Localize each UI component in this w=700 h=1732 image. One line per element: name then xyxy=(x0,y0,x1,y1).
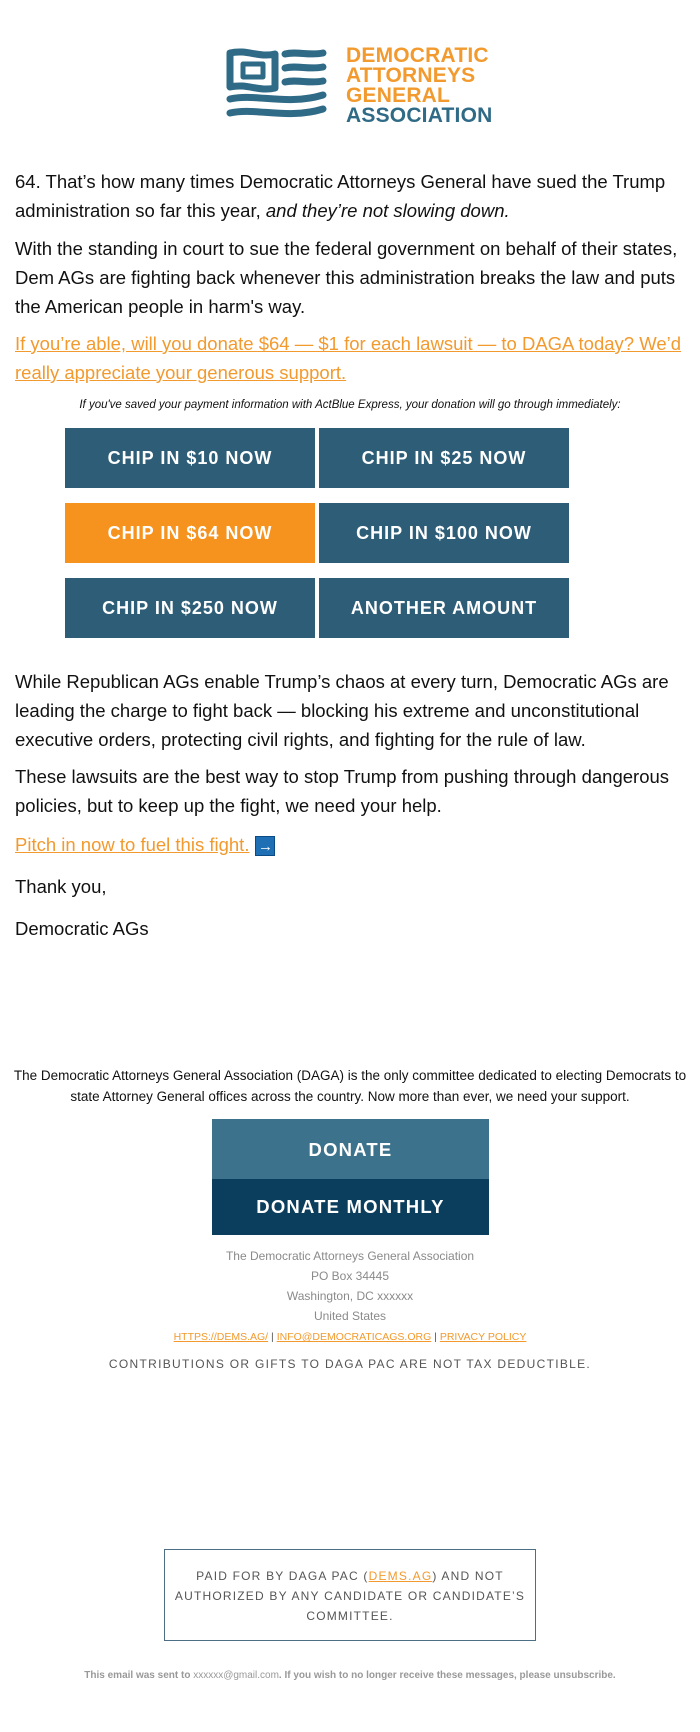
chip-in-250-button[interactable]: CHIP IN $250 NOW xyxy=(65,578,315,638)
unsub-post[interactable]: . If you wish to no longer receive these messages, please unsubscribe. xyxy=(278,1670,616,1681)
dems-ag-link[interactable]: DEMS.AG xyxy=(368,1569,433,1583)
signature: Democratic AGs xyxy=(15,918,149,939)
actblue-express-note: If you've saved your payment information with ActBlue Express, your donation will go through immediately: xyxy=(79,399,621,411)
chip-in-100-button[interactable]: CHIP IN $100 NOW xyxy=(319,503,569,563)
recipient-email: xxxxxx@gmail.com xyxy=(193,1670,279,1681)
address-line-pobox: PO Box 34445 xyxy=(310,1269,390,1283)
logo-line-4: ASSOCIATION xyxy=(346,104,493,127)
privacy-policy-link[interactable]: PRIVACY POLICY xyxy=(439,1331,527,1343)
chip-in-25-button[interactable]: CHIP IN $25 NOW xyxy=(319,428,569,488)
paid-for-disclaimer xyxy=(164,1549,536,1641)
pitch-in-link[interactable]: Pitch in now to fuel this fight. xyxy=(15,834,250,855)
lawsuits-paragraph: These lawsuits are the best way to stop Trump from pushing through dangerous policies, but to keep up the fight, we need your help. xyxy=(15,766,670,816)
address-line-country: United States xyxy=(313,1309,387,1323)
unsub-pre: This email was sent to xyxy=(84,1670,194,1681)
daga-logo[interactable] xyxy=(225,42,493,128)
donate-ask-link[interactable]: If you’re able, will you donate $64 — $1 for each lawsuit — to DAGA today? We’d really appreciate your generous support. xyxy=(15,333,682,383)
paid-for-pre: PAID FOR BY DAGA PAC ( xyxy=(196,1569,369,1583)
tax-deductible-note: CONTRIBUTIONS OR GIFTS TO DAGA PAC ARE NOT TAX DEDUCTIBLE. xyxy=(108,1357,592,1371)
mailing-address xyxy=(0,1246,700,1326)
logo-line-2: ATTORNEYS xyxy=(346,64,476,87)
logo-wordmark xyxy=(346,46,492,126)
flag-logo-icon xyxy=(225,46,330,120)
logo-line-3: GENERAL xyxy=(346,84,451,107)
standing-paragraph: With the standing in court to sue the federal government on behalf of their states, Dem AGs are fighting back whenever this administration breaks the law and puts the American people in harm's way. xyxy=(15,238,678,317)
link-separator: | xyxy=(434,1331,437,1343)
arrow-right-icon[interactable]: → xyxy=(255,836,275,856)
intro-emphasis: and they’re not slowing down. xyxy=(265,200,510,221)
pitch-paragraph xyxy=(15,830,687,859)
ask-paragraph xyxy=(15,329,687,387)
logo-line-1: DEMOCRATIC xyxy=(346,44,489,67)
address-line-org: The Democratic Attorneys General Association xyxy=(225,1249,475,1263)
another-amount-button[interactable]: ANOTHER AMOUNT xyxy=(319,578,569,638)
address-line-city: Washington, DC xxxxxx xyxy=(286,1289,414,1303)
intro-paragraph xyxy=(15,167,687,225)
site-link[interactable]: HTTPS://DEMS.AG/ xyxy=(173,1331,269,1343)
republican-ags-paragraph: While Republican AGs enable Trump’s chaos at every turn, Democratic AGs are leading the charge to fight back — blocking his extreme and unconstitutional executive orders, protecting civil rights, and fighting for the rule of law. xyxy=(15,671,669,750)
link-separator: | xyxy=(271,1331,274,1343)
intro-lead: 64. That’s how many times Democratic Attorneys General have sued the Trump administration so far this year, xyxy=(15,171,666,221)
donate-button[interactable]: DONATE xyxy=(212,1119,489,1181)
unsubscribe-notice xyxy=(0,1670,700,1681)
donate-monthly-button[interactable]: DONATE MONTHLY xyxy=(212,1179,489,1235)
footer-links xyxy=(0,1331,700,1343)
chip-in-10-button[interactable]: CHIP IN $10 NOW xyxy=(65,428,315,488)
chip-in-64-button[interactable]: CHIP IN $64 NOW xyxy=(65,503,315,563)
thanks-line: Thank you, xyxy=(15,876,107,897)
paid-for-post: ) AND NOT AUTHORIZED BY ANY CANDIDATE OR CANDIDATE’S COMMITTEE. xyxy=(174,1569,526,1623)
email-link[interactable]: INFO@DEMOCRATICAGS.ORG xyxy=(276,1331,432,1343)
mission-statement: The Democratic Attorneys General Association (DAGA) is the only committee dedicated to electing Democrats to state Attorney General offices across the country. Now more than ever, we need your support. xyxy=(13,1068,687,1104)
